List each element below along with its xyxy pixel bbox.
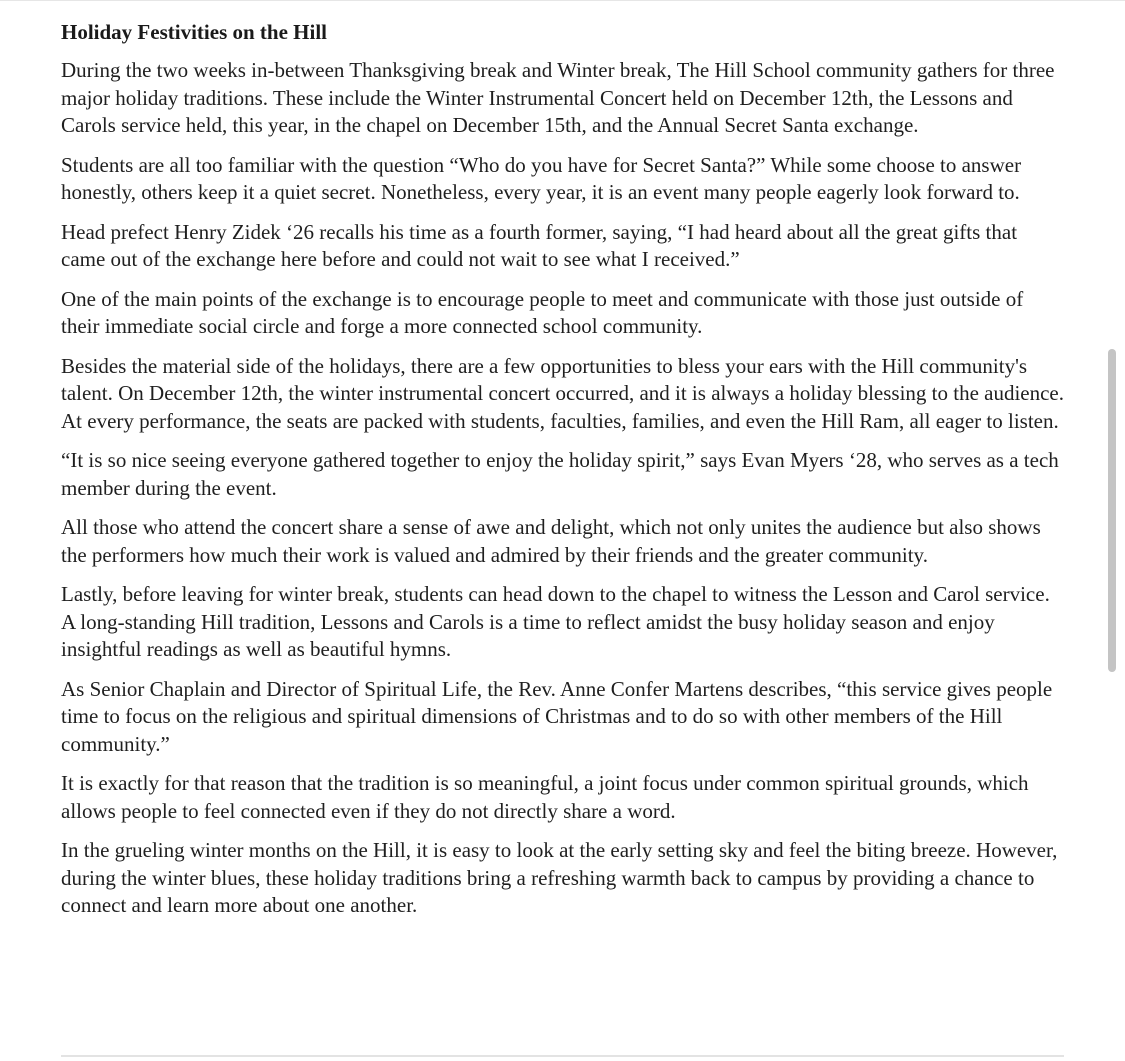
article-title: Holiday Festivities on the Hill [61, 20, 327, 44]
article-paragraph: During the two weeks in-between Thanksgiving break and Winter break, The Hill School community gathers for three major holiday traditions. These include the Winter Instrumental Concert held on December 12th, the Lessons and Carols service held, this year, in the chapel on December 15th, and the Annual Secret Santa exchange. [61, 58, 1055, 137]
vertical-scrollbar[interactable] [1105, 0, 1119, 1061]
article-paragraph: Besides the material side of the holidays, there are a few opportunities to bless your ears with the Hill community's talent. On December 12th, the winter instrumental concert occurred, and it is always a holiday blessing to the audience. At every performance, the seats are packed with students, faculties, families, and even the Hill Ram, all eager to listen. [61, 353, 1065, 433]
article-paragraph: In the grueling winter months on the Hill, it is easy to look at the early setting sky and feel the biting breeze. However, during the winter blues, these holiday traditions bring a refreshing warmth back to campus by providing a chance to connect and learn more about one another. [61, 838, 1058, 917]
article-paragraph: One of the main points of the exchange is to encourage people to meet and communicate with those just outside of their immediate social circle and forge a more connected school community. [61, 286, 1024, 338]
top-divider [0, 0, 1125, 1]
article-paragraph: It is exactly for that reason that the tradition is so meaningful, a joint focus under common spiritual grounds, which allows people to feel connected even if they do not directly share a word. [61, 771, 1029, 823]
scrollbar-thumb[interactable] [1108, 349, 1116, 672]
bottom-divider [61, 1055, 1064, 1057]
article-paragraph: Head prefect Henry Zidek ‘26 recalls his time as a fourth former, saying, “I had heard about all the great gifts that came out of the exchange here before and could not wait to see what I received.” [61, 219, 1018, 271]
article-paragraph: “It is so nice seeing everyone gathered together to enjoy the holiday spirit,” says Evan Myers ‘28, who serves as a tech member during the event. [61, 448, 1059, 500]
article [61, 17, 1066, 932]
article-paragraph: Lastly, before leaving for winter break, students can head down to the chapel to witness the Lesson and Carol service. A long-standing Hill tradition, Lessons and Carols is a time to reflect amidst the busy holiday season and enjoy insightful readings as well as beautiful hymns. [61, 582, 1050, 661]
article-paragraph: As Senior Chaplain and Director of Spiritual Life, the Rev. Anne Confer Martens describes, “this service gives people time to focus on the religious and spiritual dimensions of Christmas and to do so with other members of the Hill community.” [61, 676, 1053, 756]
article-paragraph: All those who attend the concert share a sense of awe and delight, which not only unites the audience but also shows the performers how much their work is valued and admired by their friends and the greater community. [61, 515, 1041, 567]
article-paragraph: Students are all too familiar with the question “Who do you have for Secret Santa?” While some choose to answer honestly, others keep it a quiet secret. Nonetheless, every year, it is an event many people eagerly look forward to. [61, 152, 1022, 204]
